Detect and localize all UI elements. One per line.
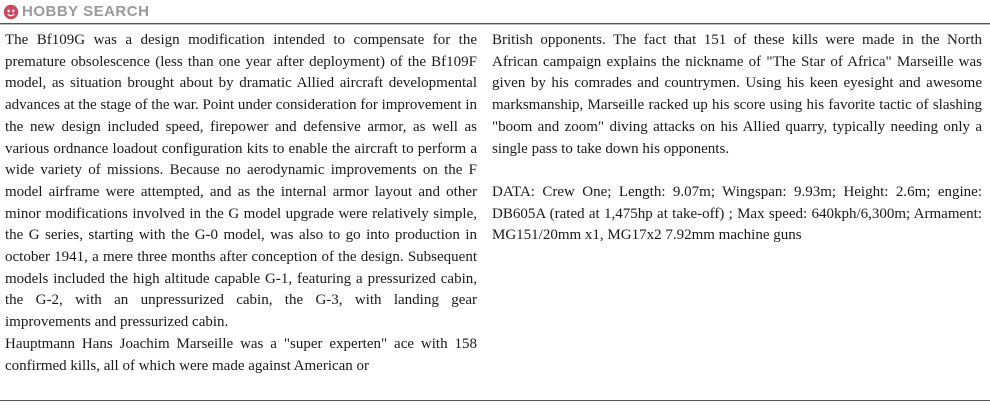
header-divider-shadow xyxy=(0,24,990,25)
paragraph-marseille-intro: Hauptmann Hans Joachim Marseille was a "super experten" ace with 158 confirmed kills, all of which were made against American or xyxy=(5,335,477,374)
right-text-column xyxy=(492,30,982,247)
site-header xyxy=(0,0,990,24)
hobby-search-face-icon xyxy=(3,4,19,20)
footer-divider xyxy=(0,400,990,401)
paragraph-spacer xyxy=(492,160,982,182)
paragraph-bf109g-history: The Bf109G was a design modification intended to compensate for the premature obsolescence (less than one year after deployment) of the Bf109F model, as situation brought about by dramatic Allied aircraft developmental advances at the stage of the war. Point under consideration for improvement in the new design included speed, firepower and defensive armor, as well as various ordnance loadout configuration kits to enable the aircraft to perform a wide variety of missions. Because no aerodynamic improvements on the F model airframe were attempted, and as the internal armor layout and other minor modifications involved in the G model upgrade were relatively simple, the G series, starting with the G-0 model, was also to go into production in october 1941, a mere three months after conception of the design. Subsequent models included the high altitude capable G-1, featuring a pressurized cabin, the G-2, with an unpressurized cabin, the G-3, with landing gear improvements and pressurized cabin. xyxy=(5,32,477,331)
paragraph-marseille-continued: British opponents. The fact that 151 of these kills were made in the North African campaign explains the nickname of "The Star of Africa" Marseille was given by his comrades and countrymen. Using his keen eyesight and awesome marksmanship, Marseille racked up his score using his favorite tactic of slashing "boom and zoom" diving attacks on his Allied quarry, typically needing only a single pass to take down his opponents. xyxy=(492,32,982,157)
site-logo[interactable] xyxy=(3,3,149,21)
logo-text: HOBBY SEARCH xyxy=(22,3,150,20)
paragraph-specification-data: DATA: Crew One; Length: 9.07m; Wingspan: 9.93m; Height: 2.6m; engine: DB605A (rated at 1,475hp at take-off) ; Max speed: 640kph/6,300m; Armament: MG151/20mm x1, MG17x2 7.92mm machine guns xyxy=(492,183,982,244)
left-text-column xyxy=(5,30,477,377)
